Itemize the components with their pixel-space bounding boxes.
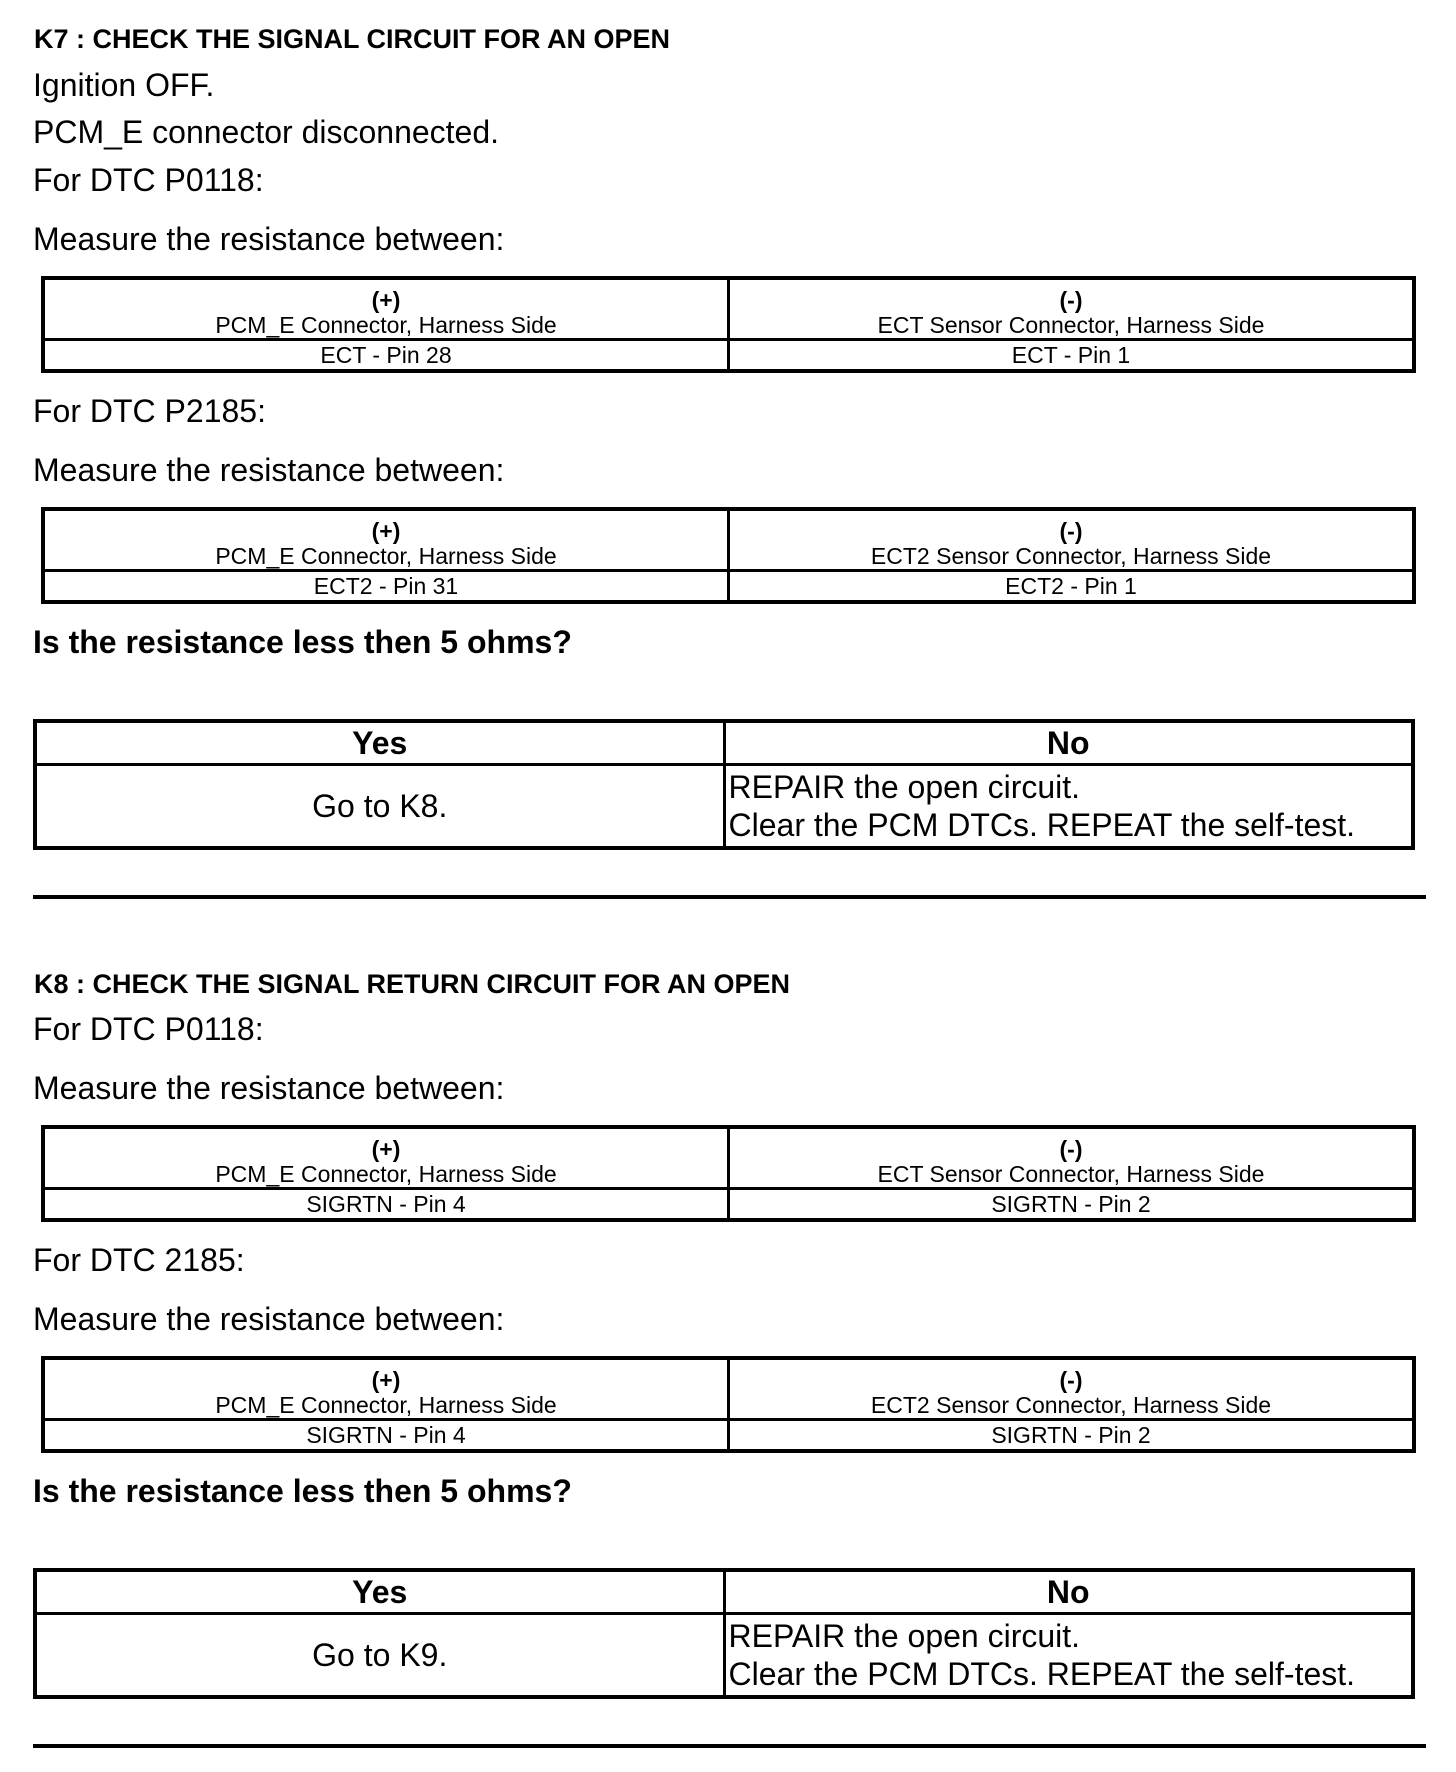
k7-heading: K7 : CHECK THE SIGNAL CIRCUIT FOR AN OPEN xyxy=(34,24,671,54)
minus-connector-label: ECT2 Sensor Connector, Harness Side xyxy=(870,1392,1272,1418)
no-header: No xyxy=(724,1570,1413,1614)
k7-step-ignition: Ignition OFF. xyxy=(33,67,215,103)
minus-pin-value: ECT2 - Pin 1 xyxy=(729,571,1415,603)
plus-pin-value: SIGRTN - Pin 4 xyxy=(43,1189,729,1221)
yes-header: Yes xyxy=(35,721,724,765)
k7-step-connector: PCM_E connector disconnected. xyxy=(33,114,500,150)
yes-header: Yes xyxy=(35,1570,724,1614)
plus-sign: (+) xyxy=(371,287,401,313)
k8-measurement-table-1 xyxy=(41,1125,1416,1222)
plus-connector-label: PCM_E Connector, Harness Side xyxy=(215,1161,557,1187)
plus-connector-label: PCM_E Connector, Harness Side xyxy=(215,1392,557,1418)
plus-column-header xyxy=(43,1358,729,1420)
k7-result-table xyxy=(33,719,1415,850)
k8-dtc-2185: For DTC 2185: xyxy=(33,1242,245,1278)
plus-pin-value: ECT2 - Pin 31 xyxy=(43,571,729,603)
no-action-line-1: REPAIR the open circuit. xyxy=(728,769,1081,805)
minus-connector-label: ECT2 Sensor Connector, Harness Side xyxy=(870,543,1272,569)
minus-connector-label: ECT Sensor Connector, Harness Side xyxy=(877,1161,1265,1187)
k8-dtc-p0118: For DTC P0118: xyxy=(33,1011,264,1047)
minus-connector-label: ECT Sensor Connector, Harness Side xyxy=(877,312,1265,338)
minus-column-header xyxy=(729,278,1415,340)
k8-heading: K8 : CHECK THE SIGNAL RETURN CIRCUIT FOR AN OPEN xyxy=(34,969,791,999)
plus-column-header xyxy=(43,1127,729,1189)
k8-measure-instruction-2: Measure the resistance between: xyxy=(33,1301,505,1337)
plus-sign: (+) xyxy=(371,518,401,544)
minus-sign: (-) xyxy=(1059,1136,1083,1162)
k8-measurement-table-2 xyxy=(41,1356,1416,1453)
minus-column-header xyxy=(729,1358,1415,1420)
k7-measurement-table-1 xyxy=(41,276,1416,373)
plus-sign: (+) xyxy=(371,1367,401,1393)
minus-column-header xyxy=(729,509,1415,571)
k7-dtc-p2185: For DTC P2185: xyxy=(33,393,266,429)
no-action xyxy=(724,1614,1413,1698)
no-action-line-1: REPAIR the open circuit. xyxy=(728,1618,1081,1654)
no-header: No xyxy=(724,721,1413,765)
no-action-line-2: Clear the PCM DTCs. REPEAT the self-test. xyxy=(728,1656,1356,1692)
plus-column-header xyxy=(43,509,729,571)
plus-sign: (+) xyxy=(371,1136,401,1162)
k7-measure-instruction-1: Measure the resistance between: xyxy=(33,221,505,257)
minus-sign: (-) xyxy=(1059,287,1083,313)
minus-pin-value: ECT - Pin 1 xyxy=(729,340,1415,372)
plus-pin-value: ECT - Pin 28 xyxy=(43,340,729,372)
plus-connector-label: PCM_E Connector, Harness Side xyxy=(215,543,557,569)
no-action-line-2: Clear the PCM DTCs. REPEAT the self-test. xyxy=(728,807,1356,843)
yes-action: Go to K8. xyxy=(35,765,724,849)
plus-connector-label: PCM_E Connector, Harness Side xyxy=(215,312,557,338)
minus-sign: (-) xyxy=(1059,1367,1083,1393)
minus-sign: (-) xyxy=(1059,518,1083,544)
k7-question: Is the resistance less then 5 ohms? xyxy=(33,624,572,660)
k7-dtc-p0118: For DTC P0118: xyxy=(33,162,264,198)
plus-pin-value: SIGRTN - Pin 4 xyxy=(43,1420,729,1452)
k7-measure-instruction-2: Measure the resistance between: xyxy=(33,452,505,488)
k8-question: Is the resistance less then 5 ohms? xyxy=(33,1473,572,1509)
k7-measurement-table-2 xyxy=(41,507,1416,604)
section-divider xyxy=(33,895,1426,899)
plus-column-header xyxy=(43,278,729,340)
minus-pin-value: SIGRTN - Pin 2 xyxy=(729,1189,1415,1221)
section-divider xyxy=(33,1744,1426,1748)
yes-action: Go to K9. xyxy=(35,1614,724,1698)
no-action xyxy=(724,765,1413,849)
minus-pin-value: SIGRTN - Pin 2 xyxy=(729,1420,1415,1452)
k8-measure-instruction-1: Measure the resistance between: xyxy=(33,1070,505,1106)
minus-column-header xyxy=(729,1127,1415,1189)
k8-result-table xyxy=(33,1568,1415,1699)
